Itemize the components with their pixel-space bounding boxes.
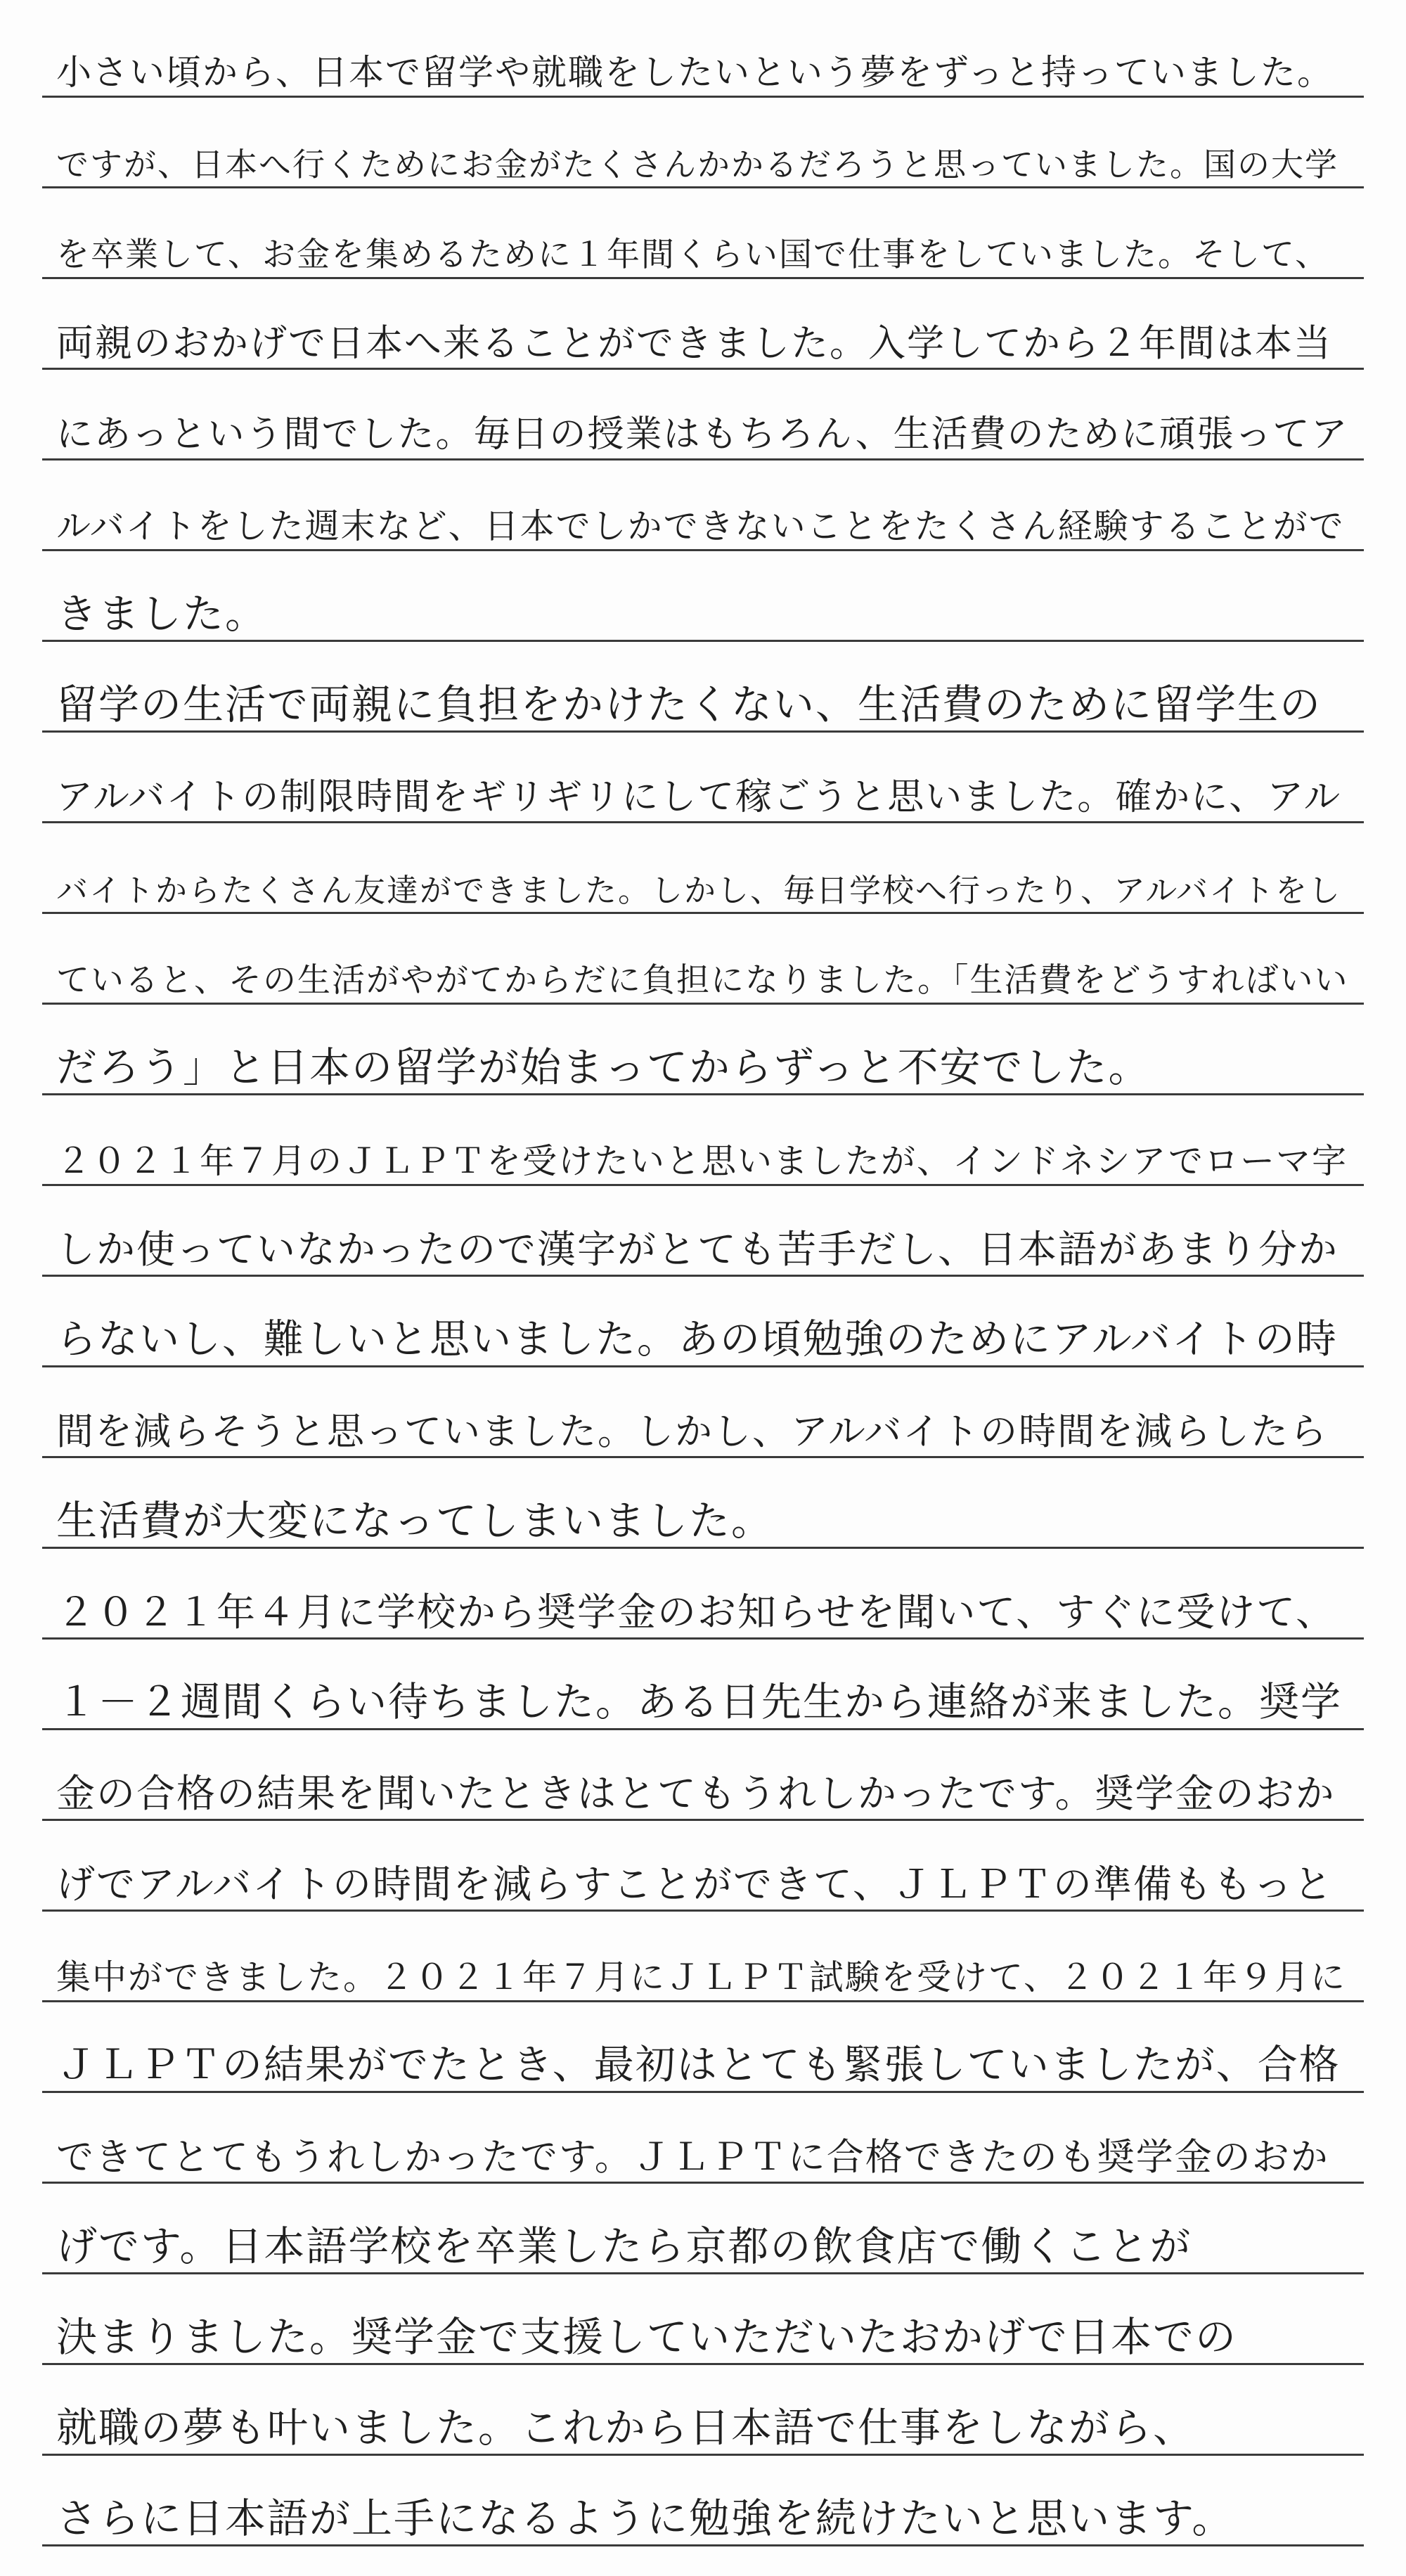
text-line: できてとてもうれしかったです。ＪＬＰＴに合格できたのも奨学金のおか — [56, 2136, 1329, 2179]
text-line: 金の合格の結果を聞いたときはとてもうれしかったです。奨学金のおか — [56, 1771, 1336, 1816]
text-line: 集中ができました。２０２１年７月にＪＬＰＴ試験を受けて、２０２１年９月に — [56, 1957, 1347, 1997]
text-line: 留学の生活で両親に負担をかけたくない、生活費のために留学生の — [56, 681, 1322, 728]
text-line: 間を減らそうと思っていました。しかし、アルバイトの時間を減らしたら — [56, 1410, 1329, 1453]
text-line: らないし、難しいと思いました。あの頃勉強のためにアルバイトの時 — [56, 1316, 1338, 1363]
text-line: しか使っていなかったので漢字がとても苦手だし、日本語があまり分か — [56, 1227, 1339, 1272]
text-line: ルバイトをした週末など、日本でしかできないことをたくさん経験することがで — [56, 506, 1345, 546]
text-line: ていると、その生活がやがてからだに負担になりました。「生活費をどうすればいい — [56, 961, 1349, 1000]
text-line: にあっという間でした。毎日の授業はもちろん、生活費のために頑張ってア — [56, 413, 1349, 456]
text-line: ２０２１年７月のＪＬＰＴを受けたいと思いましたが、インドネシアでローマ字 — [56, 1141, 1348, 1181]
text-line: 決まりました。奨学金で支援していただいたおかげで日本での — [56, 2313, 1238, 2361]
text-line: げでアルバイトの時間を減らすことができて、ＪＬＰＴの準備ももっと — [56, 1862, 1334, 1907]
text-line: きました。 — [56, 590, 268, 638]
text-line: ＪＬＰＴの結果がでたとき、最初はとても緊張していましたが、合格 — [56, 2042, 1341, 2088]
text-line: バイトからたくさん友達ができました。しかし、毎日学校へ行ったり、アルバイトをし — [56, 872, 1342, 909]
text-line: アルバイトの制限時間をギリギリにして稼ごうと思いました。確かに、アル — [56, 776, 1342, 818]
text-line: 小さい頃から、日本で留学や就職をしたいという夢をずっと持っていました。 — [56, 52, 1334, 93]
text-line: ２０２１年４月に学校から奨学金のお知らせを聞いて、すぐに受けて、 — [56, 1590, 1336, 1635]
text-line: 生活費が大変になってしまいました。 — [56, 1497, 774, 1545]
text-line: 就職の夢も叶いました。これから日本語で仕事をしながら、 — [56, 2404, 1196, 2452]
text-line: １－２週間くらい待ちました。ある日先生から連絡が来ました。奨学 — [56, 1679, 1342, 1725]
text-line: を卒業して、お金を集めるために１年間くらい国で仕事をしていました。そして、 — [56, 236, 1330, 274]
text-line: ですが、日本へ行くためにお金がたくさんかかるだろうと思っていました。国の大学 — [56, 146, 1339, 183]
text-line: だろう」と日本の留学が始まってからずっと不安でした。 — [56, 1043, 1151, 1091]
text-line: さらに日本語が上手になるように勉強を続けたいと思います。 — [56, 2494, 1234, 2542]
text-line: げです。日本語学校を卒業したら京都の飲食店で働くことが — [56, 2222, 1192, 2270]
ruled-line — [42, 2544, 1364, 2546]
text-line: 両親のおかげで日本へ来ることができました。入学してから２年間は本当 — [56, 322, 1332, 365]
